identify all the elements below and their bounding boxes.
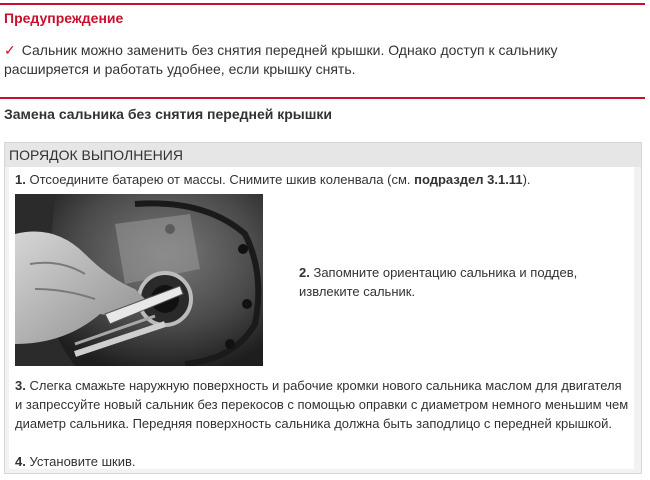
- warning-text: Сальник можно заменить без снятия передней крышки. Однако доступ к сальнику расширяется и работать удобнее, если крышку снять.: [4, 42, 558, 77]
- procedure-panel: [4, 142, 642, 474]
- seal-removal-illustration: [15, 194, 263, 366]
- step-number: 2.: [299, 265, 310, 280]
- seal-removal-photo: [15, 194, 263, 366]
- check-icon: ✓: [4, 42, 16, 58]
- step-1: [15, 170, 630, 189]
- top-divider: [0, 3, 645, 5]
- step-link-reference: подраздел 3.1.11: [414, 172, 523, 187]
- step-text: Слегка смажьте наружную поверхность и рабочие кромки нового сальника маслом для двигателя и запрессуйте новый сальник без перекосов с помощью оправки с диаметром немного меньшим чем диаметр сальника. Передняя поверхность сальника должна быть заподлицо с передней крышкой.: [15, 378, 629, 431]
- step-2: [299, 263, 624, 301]
- step-number: 4.: [15, 454, 26, 469]
- step-3: [15, 376, 630, 433]
- step-text: Отсоедините батарею от массы. Снимите шкив коленвала (см.: [29, 172, 415, 187]
- step-text-tail: ).: [522, 172, 531, 187]
- section-divider: [0, 97, 645, 99]
- warning-title: Предупреждение: [4, 10, 124, 26]
- step-number: 1.: [15, 172, 26, 187]
- step-4: [15, 452, 630, 471]
- procedure-content: [9, 167, 634, 469]
- procedure-header: ПОРЯДОК ВЫПОЛНЕНИЯ: [5, 143, 641, 167]
- section-title: Замена сальника без снятия передней крышки: [4, 106, 333, 122]
- warning-text-block: [4, 41, 634, 79]
- step-text: Установите шкив.: [29, 454, 136, 469]
- step-number: 3.: [15, 378, 26, 393]
- step-text: Запомните ориентацию сальника и поддев, извлеките сальник.: [299, 265, 578, 299]
